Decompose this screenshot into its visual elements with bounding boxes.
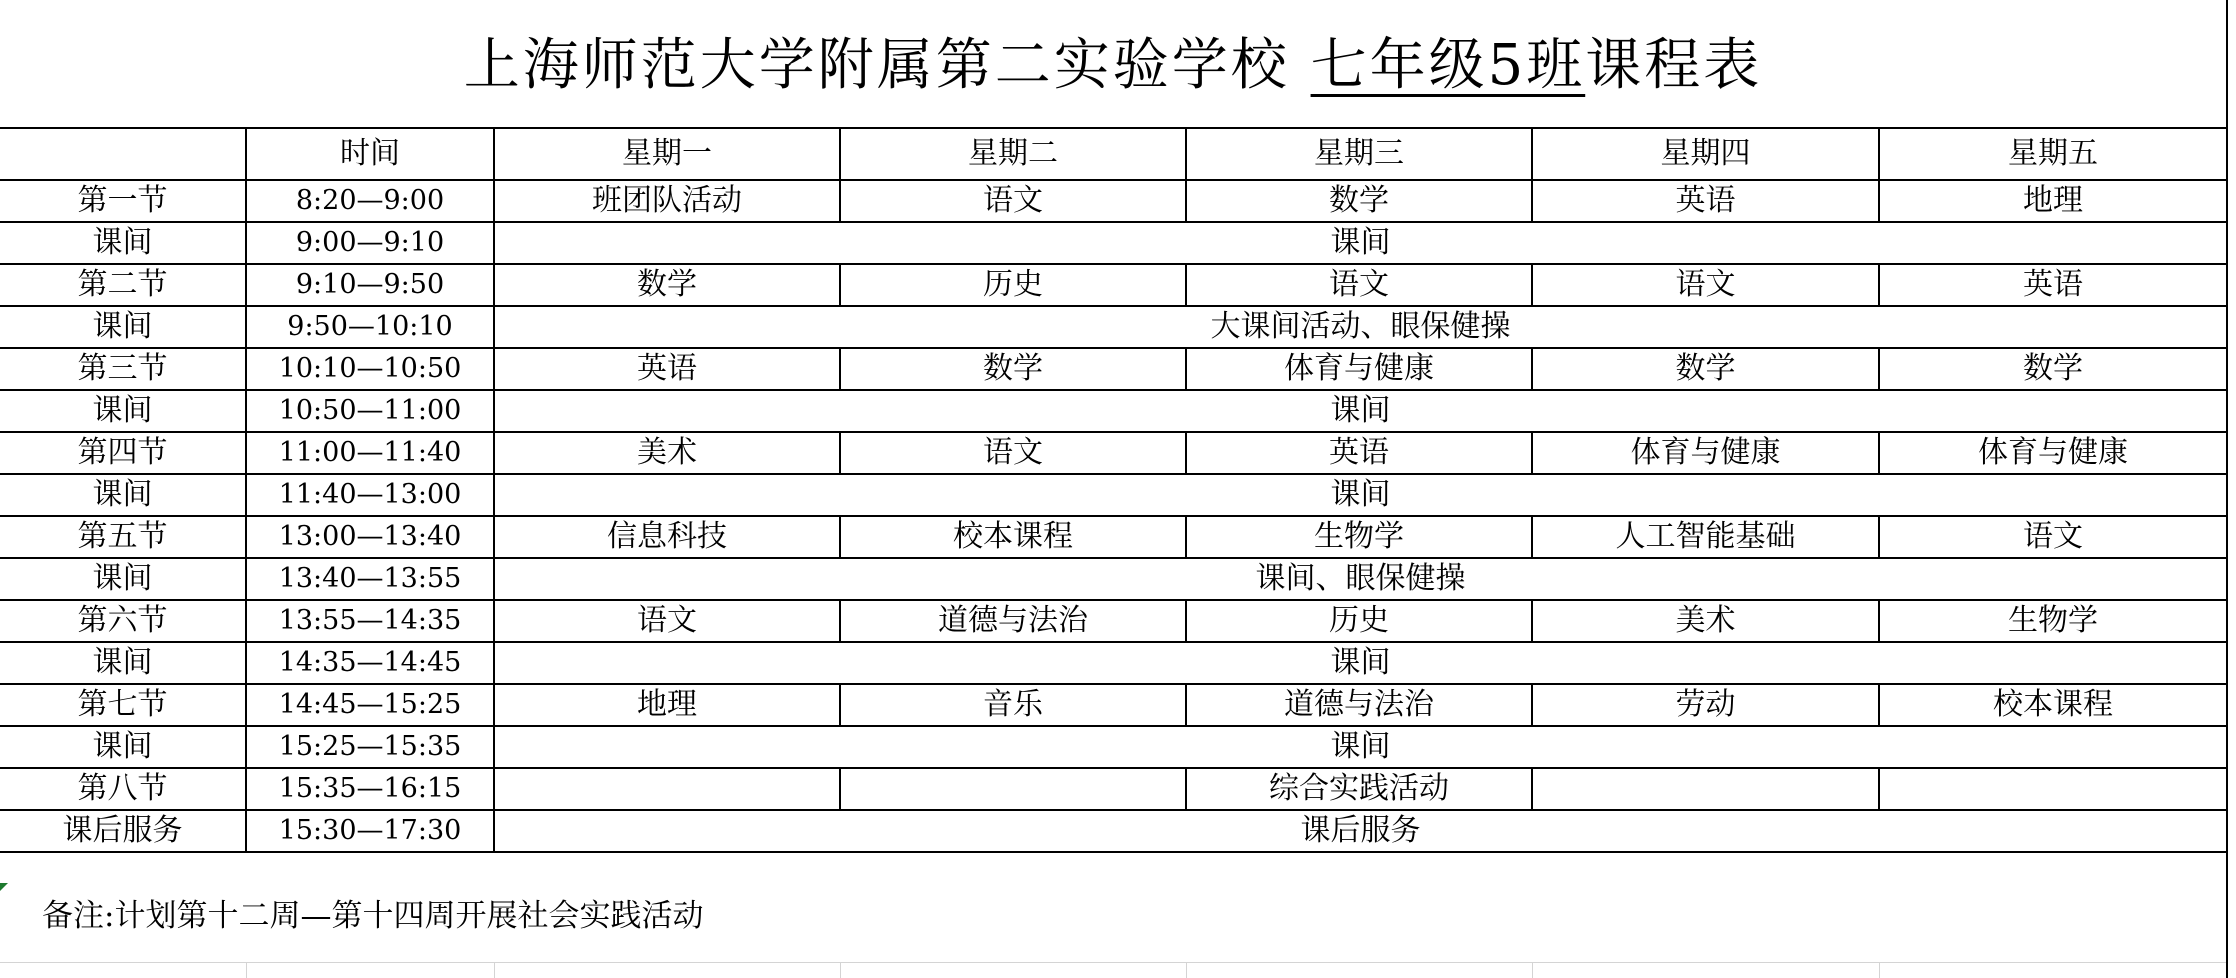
subject-cell[interactable]: 班团队活动 — [494, 180, 840, 222]
gridline — [1532, 962, 1533, 978]
header-day-cell[interactable]: 星期一 — [494, 128, 840, 180]
time-cell[interactable]: 15:30—17:30 — [246, 810, 494, 852]
time-cell[interactable]: 11:00—11:40 — [246, 432, 494, 474]
subject-cell[interactable]: 综合实践活动 — [1186, 768, 1532, 810]
merged-activity-cell[interactable]: 课间 — [494, 474, 2227, 516]
subject-cell[interactable]: 英语 — [494, 348, 840, 390]
subject-cell[interactable]: 人工智能基础 — [1532, 516, 1879, 558]
period-row — [0, 768, 2227, 810]
merged-activity-cell[interactable]: 课间 — [494, 222, 2227, 264]
subject-cell[interactable]: 数学 — [1186, 180, 1532, 222]
header-day-cell[interactable]: 星期三 — [1186, 128, 1532, 180]
break-row — [0, 306, 2227, 348]
period-label-cell[interactable]: 第二节 — [0, 264, 246, 306]
gridline — [246, 962, 247, 978]
subject-cell[interactable]: 地理 — [494, 684, 840, 726]
time-cell[interactable]: 9:10—9:50 — [246, 264, 494, 306]
subject-cell[interactable]: 语文 — [1532, 264, 1879, 306]
subject-cell[interactable]: 英语 — [1879, 264, 2227, 306]
period-label-cell[interactable]: 第六节 — [0, 600, 246, 642]
break-row — [0, 222, 2227, 264]
period-label-cell[interactable]: 课间 — [0, 306, 246, 348]
footnote[interactable]: 备注:计划第十二周—第十四周开展社会实践活动 — [42, 898, 704, 934]
subject-cell[interactable] — [494, 768, 840, 810]
period-label-cell[interactable]: 课间 — [0, 642, 246, 684]
subject-cell[interactable]: 美术 — [1532, 600, 1879, 642]
period-row — [0, 600, 2227, 642]
gridline — [0, 962, 2226, 963]
merged-activity-cell[interactable]: 课间、眼保健操 — [494, 558, 2227, 600]
subject-cell[interactable]: 音乐 — [840, 684, 1186, 726]
time-cell[interactable]: 13:55—14:35 — [246, 600, 494, 642]
subject-cell[interactable] — [1879, 768, 2227, 810]
subject-cell[interactable]: 语文 — [1186, 264, 1532, 306]
time-cell[interactable]: 14:35—14:45 — [246, 642, 494, 684]
break-row — [0, 474, 2227, 516]
period-label-cell[interactable]: 课间 — [0, 474, 246, 516]
time-cell[interactable]: 15:35—16:15 — [246, 768, 494, 810]
subject-cell[interactable]: 体育与健康 — [1186, 348, 1532, 390]
period-row — [0, 348, 2227, 390]
period-label-cell[interactable]: 课间 — [0, 726, 246, 768]
period-label-cell[interactable]: 课后服务 — [0, 810, 246, 852]
merged-activity-cell[interactable]: 课间 — [494, 390, 2227, 432]
header-day-cell[interactable]: 星期四 — [1532, 128, 1879, 180]
subject-cell[interactable]: 美术 — [494, 432, 840, 474]
header-day-cell[interactable]: 星期五 — [1879, 128, 2227, 180]
subject-cell[interactable] — [1532, 768, 1879, 810]
time-cell[interactable]: 14:45—15:25 — [246, 684, 494, 726]
gridline — [494, 962, 495, 978]
subject-cell[interactable]: 地理 — [1879, 180, 2227, 222]
period-label-cell[interactable]: 课间 — [0, 558, 246, 600]
subject-cell[interactable] — [840, 768, 1186, 810]
break-row — [0, 642, 2227, 684]
header-row — [0, 128, 2227, 180]
time-cell[interactable]: 9:00—9:10 — [246, 222, 494, 264]
cell-fill-handle — [0, 883, 8, 891]
period-label-cell[interactable]: 第四节 — [0, 432, 246, 474]
time-cell[interactable]: 15:25—15:35 — [246, 726, 494, 768]
subject-cell[interactable]: 语文 — [494, 600, 840, 642]
time-cell[interactable]: 9:50—10:10 — [246, 306, 494, 348]
period-row — [0, 180, 2227, 222]
period-label-cell[interactable]: 课间 — [0, 390, 246, 432]
merged-activity-cell[interactable]: 大课间活动、眼保健操 — [494, 306, 2227, 348]
period-row — [0, 516, 2227, 558]
subject-cell[interactable]: 英语 — [1186, 432, 1532, 474]
header-blank-cell[interactable] — [0, 128, 246, 180]
merged-activity-cell[interactable]: 课间 — [494, 642, 2227, 684]
time-cell[interactable]: 13:40—13:55 — [246, 558, 494, 600]
time-cell[interactable]: 13:00—13:40 — [246, 516, 494, 558]
header-time-cell[interactable]: 时间 — [246, 128, 494, 180]
break-row — [0, 810, 2227, 852]
period-label-cell[interactable]: 第五节 — [0, 516, 246, 558]
time-cell[interactable]: 10:50—11:00 — [246, 390, 494, 432]
subject-cell[interactable]: 信息科技 — [494, 516, 840, 558]
timetable — [0, 127, 2228, 853]
gridline — [1879, 962, 1880, 978]
subject-cell[interactable]: 体育与健康 — [1532, 432, 1879, 474]
period-row — [0, 684, 2227, 726]
subject-cell[interactable]: 劳动 — [1532, 684, 1879, 726]
title-class-name: 七年级5班 — [1310, 33, 1586, 98]
header-day-cell[interactable]: 星期二 — [840, 128, 1186, 180]
break-row — [0, 558, 2227, 600]
subject-cell[interactable]: 历史 — [840, 264, 1186, 306]
subject-cell[interactable]: 数学 — [1879, 348, 2227, 390]
subject-cell[interactable]: 历史 — [1186, 600, 1532, 642]
time-cell[interactable]: 11:40—13:00 — [246, 474, 494, 516]
break-row — [0, 390, 2227, 432]
page-title — [0, 18, 2226, 114]
title-school: 上海师范大学附属第二实验学校 — [463, 33, 1311, 98]
subject-cell[interactable]: 道德与法治 — [840, 600, 1186, 642]
time-cell[interactable]: 10:10—10:50 — [246, 348, 494, 390]
merged-activity-cell[interactable]: 课间 — [494, 726, 2227, 768]
gridline — [840, 962, 841, 978]
subject-cell[interactable]: 数学 — [494, 264, 840, 306]
subject-cell[interactable]: 体育与健康 — [1879, 432, 2227, 474]
time-cell[interactable]: 8:20—9:00 — [246, 180, 494, 222]
subject-cell[interactable]: 英语 — [1532, 180, 1879, 222]
period-label-cell[interactable]: 第三节 — [0, 348, 246, 390]
subject-cell[interactable]: 校本课程 — [840, 516, 1186, 558]
period-label-cell[interactable]: 第七节 — [0, 684, 246, 726]
merged-activity-cell[interactable]: 课后服务 — [494, 810, 2227, 852]
break-row — [0, 726, 2227, 768]
subject-cell[interactable]: 生物学 — [1879, 600, 2227, 642]
title-suffix: 课程表 — [1585, 33, 1763, 98]
subject-cell[interactable]: 语文 — [840, 180, 1186, 222]
period-row — [0, 432, 2227, 474]
period-label-cell[interactable]: 第八节 — [0, 768, 246, 810]
period-label-cell[interactable]: 课间 — [0, 222, 246, 264]
subject-cell[interactable]: 道德与法治 — [1186, 684, 1532, 726]
subject-cell[interactable]: 语文 — [840, 432, 1186, 474]
subject-cell[interactable]: 语文 — [1879, 516, 2227, 558]
period-label-cell[interactable]: 第一节 — [0, 180, 246, 222]
period-row — [0, 264, 2227, 306]
subject-cell[interactable]: 数学 — [840, 348, 1186, 390]
subject-cell[interactable]: 生物学 — [1186, 516, 1532, 558]
gridline — [1186, 962, 1187, 978]
subject-cell[interactable]: 校本课程 — [1879, 684, 2227, 726]
subject-cell[interactable]: 数学 — [1532, 348, 1879, 390]
